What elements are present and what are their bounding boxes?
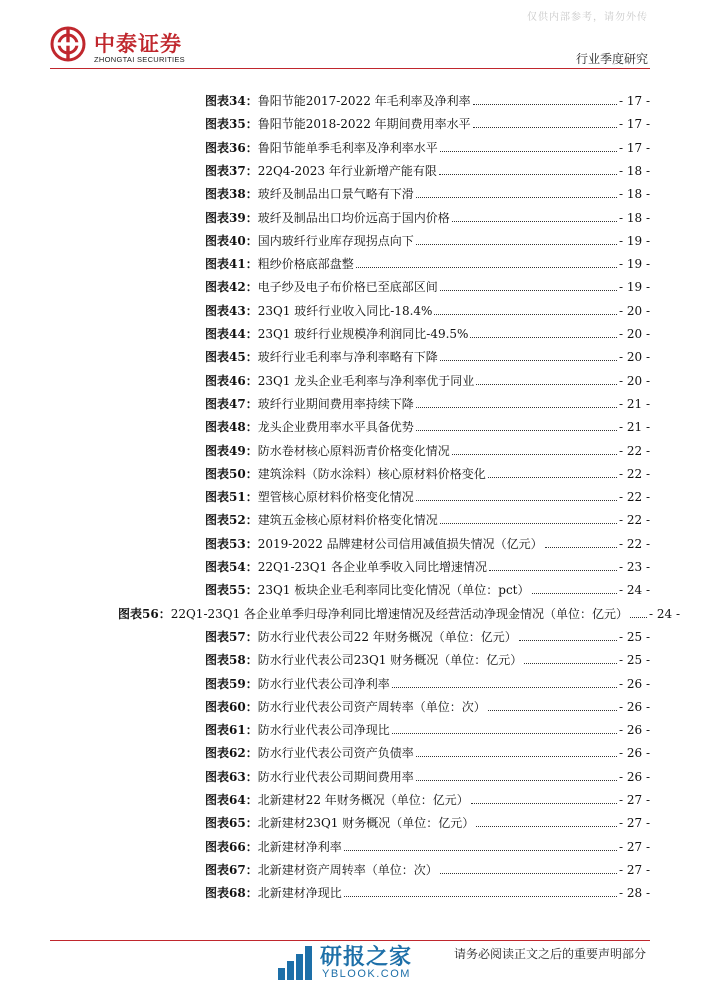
dot-leader (519, 640, 617, 641)
toc-page-number: - 17 - (618, 94, 650, 108)
yblook-name-cn: 研报之家 (320, 945, 413, 970)
dot-leader (476, 384, 617, 385)
toc-entry[interactable] (205, 764, 650, 784)
dot-leader (440, 873, 617, 874)
figure-title: 防水行业代表公司期间费用率 (257, 769, 414, 784)
toc-page-number: - 26 - (618, 676, 650, 691)
toc-page-number: - 22 - (618, 443, 650, 458)
figure-title: 北新建材23Q1 财务概况（单位：亿元） (257, 816, 475, 831)
figure-number: 图表67： (205, 862, 258, 877)
figure-number: 图表62： (205, 746, 258, 761)
figure-title: 玻纤及制品出口景气略有下滑 (257, 187, 414, 202)
figure-title: 北新建材净现比 (257, 886, 342, 901)
toc-entry[interactable] (205, 717, 650, 737)
toc-entry[interactable] (205, 321, 650, 341)
toc-entry[interactable] (118, 601, 680, 621)
toc-page-number: - 19 - (618, 280, 650, 295)
toc-page-number: - 19 - (618, 233, 650, 248)
toc-entry[interactable] (205, 507, 650, 527)
toc-entry[interactable] (205, 228, 650, 248)
toc-entry-label (205, 444, 450, 458)
dot-leader (392, 733, 617, 734)
logo-name-cn: 中泰证券 (94, 32, 182, 56)
toc-entry[interactable] (205, 298, 650, 318)
figure-number: 图表60： (205, 699, 258, 714)
toc-page-number: - 22 - (618, 536, 650, 551)
logo-name-en: ZHONGTAI SECURITIES (94, 55, 185, 64)
toc-entry[interactable] (205, 531, 650, 551)
toc-entry-label (205, 164, 437, 178)
figure-number: 图表38： (205, 187, 258, 202)
top-watermark: 仅供内部参考，请勿外传 (527, 12, 648, 23)
toc-page-number: - 28 - (618, 886, 650, 901)
report-type: 行业季度研究 (575, 52, 648, 66)
dot-leader (416, 244, 617, 245)
dot-leader (440, 523, 617, 524)
figure-title: 防水行业代表公司净利率 (257, 676, 390, 691)
dot-leader (416, 780, 617, 781)
toc-entry-label (205, 653, 522, 667)
dot-leader (476, 826, 617, 827)
toc-page-number: - 20 - (618, 303, 650, 318)
figure-title: 防水行业代表公司资产周转率（单位：次） (257, 699, 486, 714)
toc-entry-label (205, 840, 342, 854)
figure-title: 22Q1-23Q1 各企业单季归母净利同比增速情况及经营活动净现金情况（单位：亿元） (170, 606, 629, 621)
toc-entry[interactable] (205, 205, 650, 225)
dot-leader (440, 290, 617, 291)
figure-title: 玻纤行业期间费用率持续下降 (257, 396, 414, 411)
toc-page-number: - 26 - (618, 746, 650, 761)
figure-number: 图表68： (205, 886, 258, 901)
dot-leader (545, 547, 617, 548)
toc-page-number: - 26 - (618, 723, 650, 738)
figure-number: 图表65： (205, 816, 258, 831)
toc-entry-label (205, 211, 450, 225)
figure-number: 图表64： (205, 793, 258, 807)
toc-page-number: - 21 - (618, 420, 650, 435)
toc-entry[interactable] (205, 181, 650, 201)
toc-entry-label (205, 770, 414, 784)
toc-entry-label (205, 187, 414, 201)
dot-leader (452, 221, 617, 222)
figure-title: 23Q1 龙头企业毛利率与净利率优于同业 (257, 373, 475, 388)
dot-leader (416, 407, 617, 408)
toc-entry[interactable] (205, 438, 650, 458)
toc-entry-label (205, 280, 438, 294)
figure-number: 图表41： (205, 257, 258, 272)
figure-title: 塑管核心原材料价格变化情况 (257, 490, 414, 505)
toc-page-number: - 22 - (618, 513, 650, 528)
toc-entry-label (205, 793, 469, 807)
toc-entry[interactable] (205, 740, 650, 760)
dot-leader (356, 267, 617, 268)
figure-title: 北新建材净利率 (257, 839, 342, 854)
figure-title: 玻纤及制品出口均价远高于国内价格 (257, 210, 450, 225)
toc-entry[interactable] (205, 251, 650, 271)
figure-number: 图表63： (205, 769, 258, 784)
toc-page-number: - 23 - (618, 560, 650, 574)
toc-page-number: - 27 - (618, 816, 650, 831)
dot-leader (416, 756, 617, 757)
figure-number: 图表66： (205, 839, 258, 854)
figure-title: 北新建材资产周转率（单位：次） (257, 862, 438, 877)
toc-page-number: - 24 - (618, 583, 650, 598)
toc-entry-label (205, 490, 414, 504)
dot-leader (470, 337, 617, 338)
figure-number: 图表52： (205, 513, 258, 528)
toc-entry[interactable] (205, 787, 650, 807)
toc-entry-label (205, 863, 438, 877)
figure-number: 图表40： (205, 233, 258, 248)
figure-title: 23Q1 玻纤行业收入同比-18.4% (257, 303, 433, 318)
toc-entry[interactable] (205, 577, 650, 597)
toc-entry[interactable] (205, 158, 650, 178)
toc-entry-label (205, 746, 414, 760)
dot-leader (439, 174, 617, 175)
figure-title: 22Q4-2023 年行业新增产能有限 (257, 163, 437, 178)
toc-entry-label (205, 94, 471, 108)
toc-page-number: - 17 - (618, 117, 650, 132)
bar-chart-logo-icon (276, 942, 316, 982)
toc-entry-label (205, 630, 517, 644)
figure-title: 2019-2022 品牌建材公司信用减值损失情况（亿元） (257, 536, 543, 551)
toc-entry-label (118, 607, 628, 621)
company-logo (50, 26, 220, 70)
dot-leader (416, 500, 617, 501)
toc-page-number: - 18 - (618, 187, 650, 202)
toc-entry[interactable] (205, 671, 650, 691)
figure-number: 图表50： (205, 466, 258, 481)
toc-page-number: - 18 - (618, 163, 650, 178)
dot-leader (471, 803, 617, 804)
toc-entry[interactable] (205, 554, 650, 574)
toc-entry[interactable] (205, 857, 650, 877)
toc-entry-label (205, 350, 438, 364)
toc-entry[interactable] (205, 810, 650, 830)
dot-leader (452, 454, 617, 455)
figure-number: 图表39： (205, 210, 258, 225)
figure-number: 图表59： (205, 676, 258, 691)
figure-title: 防水行业代表公司净现比 (257, 723, 390, 738)
toc-page-number: - 27 - (618, 862, 650, 877)
toc-entry-label (205, 327, 468, 341)
toc-entry[interactable] (205, 647, 650, 667)
dot-leader (434, 314, 617, 315)
figure-title: 北新建材22 年财务概况（单位：亿元） (257, 793, 469, 807)
figure-title: 建筑五金核心原材料价格变化情况 (257, 513, 438, 528)
figure-number: 图表42： (205, 280, 258, 295)
toc-page-number: - 19 - (618, 257, 650, 272)
dot-leader (630, 617, 647, 618)
dot-leader (524, 663, 617, 664)
toc-entry-label (205, 420, 414, 434)
figure-number: 图表37： (205, 163, 258, 178)
toc-page-number: - 24 - (648, 606, 680, 621)
disclaimer-note: 请务必阅读正文之后的重要声明部分 (453, 947, 646, 961)
figure-title: 国内玻纤行业库存现拐点向下 (257, 233, 414, 248)
figure-number: 图表44： (205, 327, 258, 341)
figure-number: 图表56： (118, 606, 171, 621)
toc-page-number: - 22 - (618, 466, 650, 481)
figure-number: 图表43： (205, 303, 258, 318)
figure-title: 防水行业代表公司22 年财务概况（单位：亿元） (257, 629, 517, 644)
toc-entry[interactable] (205, 88, 650, 108)
toc-entry[interactable] (205, 484, 650, 504)
toc-entry[interactable] (205, 391, 650, 411)
toc-page-number: - 26 - (618, 769, 650, 784)
dot-leader (532, 593, 617, 594)
figure-title: 23Q1 玻纤行业规模净利润同比-49.5% (257, 327, 469, 341)
toc-entry-label (205, 816, 474, 830)
toc-entry-label (205, 583, 530, 597)
figure-number: 图表61： (205, 723, 258, 738)
yblook-name-en: YBLOOK.COM (322, 968, 411, 980)
dot-leader (488, 477, 617, 478)
toc-entry[interactable] (205, 135, 650, 155)
yblook-watermark (276, 938, 466, 984)
toc-page-number: - 22 - (618, 490, 650, 505)
figure-title: 防水行业代表公司23Q1 财务概况（单位：亿元） (257, 653, 523, 668)
figure-number: 图表49： (205, 443, 258, 458)
toc-page-number: - 20 - (618, 327, 650, 341)
dot-leader (416, 430, 617, 431)
dot-leader (488, 710, 617, 711)
figure-title: 建筑涂料（防水涂料）核心原材料价格变化 (257, 466, 486, 481)
figure-title: 鲁阳节能单季毛利率及净利率水平 (257, 140, 438, 155)
figure-number: 图表47： (205, 396, 258, 411)
figure-number: 图表54： (205, 560, 258, 574)
toc-entry[interactable] (205, 414, 650, 434)
toc-entry-label (205, 141, 438, 155)
toc-entry-label (205, 700, 486, 714)
toc-entry[interactable] (205, 880, 650, 900)
toc-page-number: - 27 - (618, 793, 650, 807)
toc-entry[interactable] (205, 694, 650, 714)
dot-leader (440, 151, 617, 152)
toc-entry-label (205, 723, 390, 737)
toc-entry-label (205, 677, 390, 691)
toc-entry[interactable] (205, 834, 650, 854)
dot-leader (473, 127, 617, 128)
toc-entry[interactable] (205, 344, 650, 364)
toc-entry[interactable] (205, 274, 650, 294)
figure-number: 图表46： (205, 373, 258, 388)
toc-page-number: - 25 - (618, 653, 650, 668)
toc-entry-label (205, 234, 414, 248)
figure-number: 图表45： (205, 350, 258, 365)
toc-entry[interactable] (205, 368, 650, 388)
toc-page-number: - 27 - (618, 839, 650, 854)
toc-page-number: - 25 - (618, 629, 650, 644)
toc-page-number: - 20 - (618, 373, 650, 388)
figure-number: 图表36： (205, 140, 258, 155)
toc-entry-label (205, 467, 486, 481)
toc-page-number: - 18 - (618, 210, 650, 225)
toc-entry[interactable] (205, 111, 650, 131)
figure-number: 图表55： (205, 583, 258, 598)
figure-title: 鲁阳节能2018-2022 年期间费用率水平 (257, 117, 471, 132)
figure-number: 图表58： (205, 653, 258, 668)
figure-number: 图表57： (205, 629, 258, 644)
dot-leader (489, 570, 617, 571)
figure-title: 电子纱及电子布价格已至底部区间 (257, 280, 438, 295)
dot-leader (473, 104, 617, 105)
toc-entry[interactable] (205, 624, 650, 644)
toc-page-number: - 17 - (618, 140, 650, 155)
figure-title: 玻纤行业毛利率与净利率略有下降 (257, 350, 438, 365)
toc-entry-label (205, 304, 432, 318)
figure-title: 22Q1-23Q1 各企业单季收入同比增速情况 (257, 560, 488, 574)
figure-title: 23Q1 板块企业毛利率同比变化情况（单位：pct） (257, 583, 530, 598)
toc-page-number: - 20 - (618, 350, 650, 365)
figure-number: 图表35： (205, 117, 258, 132)
zhongtai-logo-icon (50, 26, 86, 62)
toc-entry-label (205, 537, 543, 551)
toc-entry-label (205, 560, 487, 574)
toc-entry-label (205, 886, 342, 900)
dot-leader (416, 197, 617, 198)
figure-title: 防水行业代表公司资产负债率 (257, 746, 414, 761)
figure-title: 龙头企业费用率水平具备优势 (257, 420, 414, 435)
figure-number: 图表48： (205, 420, 258, 435)
figure-number: 图表34： (205, 94, 258, 108)
toc-entry-label (205, 117, 471, 131)
figure-title: 防水卷材核心原料沥青价格变化情况 (257, 443, 450, 458)
figure-number: 图表51： (205, 490, 258, 505)
toc-page-number: - 21 - (618, 396, 650, 411)
figure-title: 鲁阳节能2017-2022 年毛利率及净利率 (257, 94, 471, 108)
toc-entry-label (205, 257, 354, 271)
dot-leader (344, 850, 617, 851)
toc-page-number: - 26 - (618, 699, 650, 714)
toc-entry-label (205, 397, 414, 411)
dot-leader (440, 360, 617, 361)
dot-leader (392, 687, 617, 688)
figure-title: 粗纱价格底部盘整 (257, 257, 354, 272)
toc-entry[interactable] (205, 461, 650, 481)
header-divider (50, 68, 650, 69)
figure-number: 图表53： (205, 536, 258, 551)
toc-entry-label (205, 374, 474, 388)
dot-leader (344, 896, 617, 897)
toc-entry-label (205, 513, 438, 527)
